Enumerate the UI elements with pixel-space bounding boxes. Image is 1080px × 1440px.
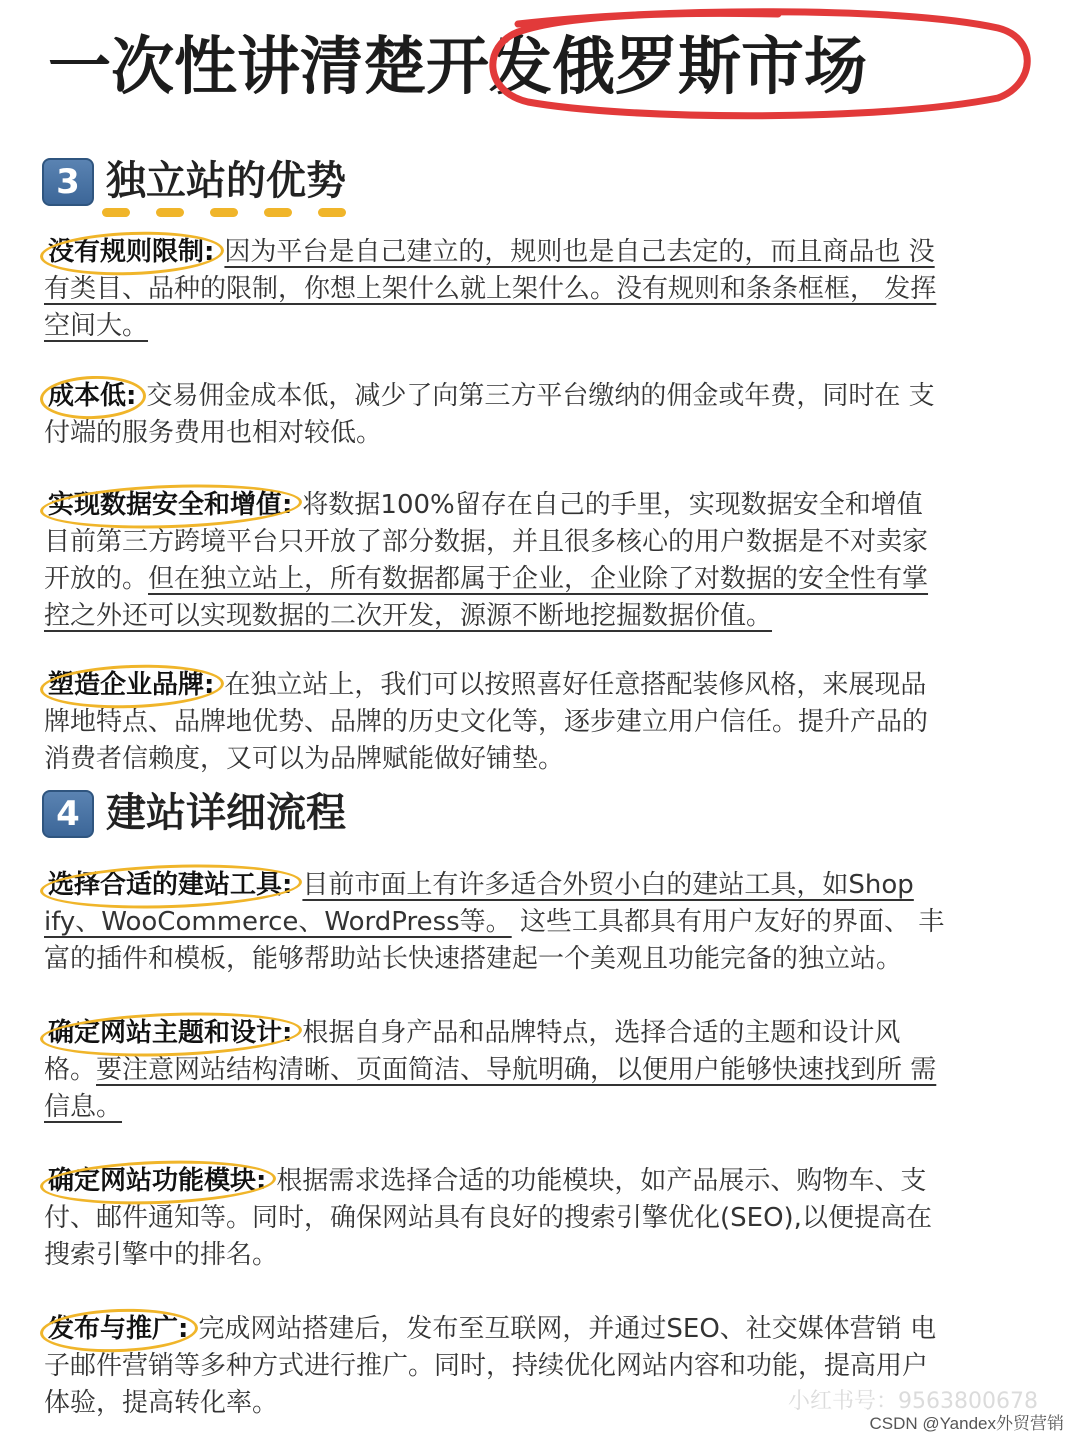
keyword-highlight: 确定网站主题和设计: <box>44 1015 296 1052</box>
advantage-data-security <box>44 487 1040 635</box>
advantage-no-rules <box>44 234 1040 345</box>
paragraph-line: 富的插件和模板，能够帮助站长快速搭建起一个美观且功能完备的独立站。 <box>44 944 903 974</box>
paragraph-line: 根据需求选择合适的功能模块，如产品展示、购物车、支 <box>276 1166 927 1196</box>
paragraph-line: 控之外还可以实现数据的二次开发，源源不断地挖掘数据价值。 <box>44 601 773 631</box>
keyword-highlight: 成本低: <box>44 378 140 415</box>
yellow-underline-dashes <box>102 202 372 218</box>
process-theme-design <box>44 1015 1040 1126</box>
paragraph-line: 完成网站搭建后，发布至互联网，并通过SEO、社交媒体营销 电 <box>198 1314 937 1344</box>
section-title: 建站详细流程 <box>106 790 346 836</box>
advantage-low-cost <box>44 378 1040 452</box>
process-function-modules <box>44 1163 1040 1274</box>
paragraph-line: 牌地特点、品牌地优势、品牌的历史文化等，逐步建立用户信任。提升产品的 <box>44 707 929 737</box>
keyword-highlight: 没有规则限制: <box>44 234 218 271</box>
paragraph-line: 这些工具都具有用户友好的界面、 丰 <box>511 907 945 937</box>
paragraph-line: 消费者信赖度，又可以为品牌赋能做好铺垫。 <box>44 744 565 774</box>
paragraph-line: 在独立站上，我们可以按照喜好任意搭配装修风格，来展现品 <box>224 670 927 700</box>
paragraph-line: 付、邮件通知等。同时，确保网站具有良好的搜索引擎优化(SEO),以便提高在 <box>44 1203 932 1233</box>
xiaohongshu-watermark: 小红书号：9563800678 <box>788 1389 1038 1414</box>
advantage-brand <box>44 667 1040 778</box>
paragraph-line: 将数据100%留存在自己的手里，实现数据安全和增值 <box>302 490 923 520</box>
paragraph-line: 目前第三方跨境平台只开放了部分数据，并且很多核心的用户数据是不对卖家 <box>44 527 929 557</box>
number-badge: 3 <box>42 158 94 206</box>
keyword-highlight: 确定网站功能模块: <box>44 1163 270 1200</box>
paragraph-line: 要注意网站结构清晰、页面简洁、导航明确，以便用户能够快速找到所 需 <box>96 1055 937 1085</box>
keyword-highlight: 发布与推广: <box>44 1311 192 1348</box>
paragraph-line: 子邮件营销等多种方式进行推广。同时，持续优化网站内容和功能，提高用户 <box>44 1351 929 1381</box>
paragraph-line: 但在独立站上，所有数据都属于企业，企业除了对数据的安全性有掌 <box>148 564 929 594</box>
process-choose-tool <box>44 867 1040 978</box>
paragraph-line: 交易佣金成本低，减少了向第三方平台缴纳的佣金或年费，同时在 支 <box>146 381 935 411</box>
paragraph-line: 付端的服务费用也相对较低。 <box>44 418 383 448</box>
paragraph-line: 目前市面上有许多适合外贸小白的建站工具，如Shop <box>302 870 914 900</box>
paragraph-line: 空间大。 <box>44 311 149 341</box>
page-title: 一次性讲清楚开发俄罗斯市场 <box>48 30 867 103</box>
paragraph-line: 开放的。 <box>44 564 149 594</box>
keyword-highlight: 塑造企业品牌: <box>44 667 218 704</box>
paragraph-line: ify、WooCommerce、WordPress等。 <box>44 907 512 937</box>
keyword-highlight: 选择合适的建站工具: <box>44 867 296 904</box>
red-circle-highlight <box>478 6 1038 122</box>
paragraph-line: 信息。 <box>44 1092 123 1122</box>
section-header-3 <box>42 152 542 212</box>
paragraph-line: 体验，提高转化率。 <box>44 1388 279 1418</box>
section-header-4 <box>42 784 542 844</box>
csdn-watermark: CSDN @Yandex外贸营销 <box>869 1414 1064 1433</box>
paragraph-line: 根据自身产品和品牌特点，选择合适的主题和设计风 <box>302 1018 901 1048</box>
paragraph-line: 格。 <box>44 1055 97 1085</box>
number-badge: 4 <box>42 790 94 838</box>
paragraph-line: 有类目、品种的限制，你想上架什么就上架什么。没有规则和条条框框， 发挥 <box>44 274 937 304</box>
title-area <box>0 18 1080 118</box>
section-title: 独立站的优势 <box>106 158 346 204</box>
paragraph-line: 搜索引擎中的排名。 <box>44 1240 279 1270</box>
paragraph-line: 因为平台是自己建立的，规则也是自己去定的，而且商品也 没 <box>224 237 935 267</box>
keyword-highlight: 实现数据安全和增值: <box>44 487 296 524</box>
